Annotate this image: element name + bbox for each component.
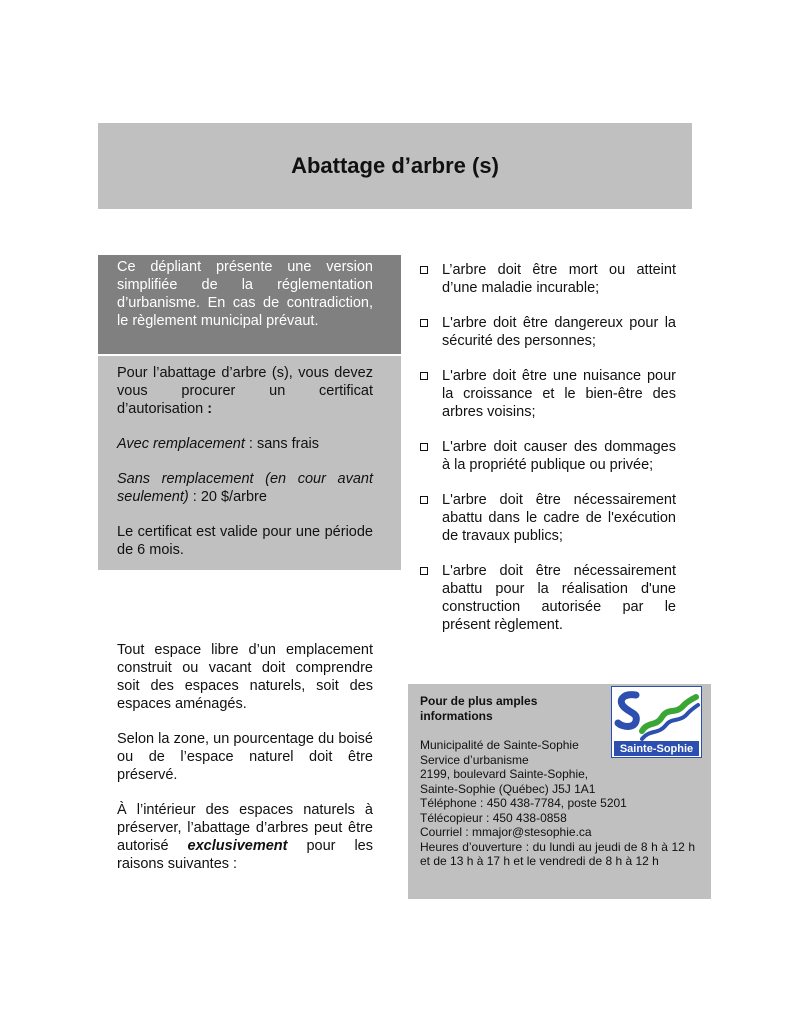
without-replacement: Sans remplacement (en cour avant seulement) : 20 $/arbre <box>117 471 373 505</box>
certificate-validity: Le certificat est valide pour une période de 6 mois. <box>117 524 373 558</box>
square-bullet-icon <box>420 266 428 274</box>
simplified-version-note: Ce dépliant présente une version simplifiée de la réglementation d’urbanisme. En cas de contradiction, le règlement municipal prévaut. <box>98 255 401 354</box>
contact-heading: Pour de plus amples informations <box>420 694 538 723</box>
contact-line: Municipalité de Sainte-Sophie <box>420 738 579 752</box>
paragraph-exclusive: À l’intérieur des espaces naturels à préserver, l’abattage d’arbres peut être autorisé exclusivement pour les raisons suivantes : <box>117 802 373 872</box>
contact-line: Heures d’ouverture : du lundi au jeudi de 8 h à 12 h et de 13 h à 17 h et le vendredi de 8 h à 12 h <box>420 839 695 868</box>
list-item: L'arbre doit causer des dommages à la propriété publique ou privée; <box>418 438 676 474</box>
square-bullet-icon <box>420 319 428 327</box>
square-bullet-icon <box>420 496 428 504</box>
logo-text: Sainte-Sophie <box>619 743 694 755</box>
paragraph-percentage: Selon la zone, un pourcentage du boisé ou de l’espace naturel doit être préservé. <box>117 731 373 783</box>
square-bullet-icon <box>420 443 428 451</box>
with-replacement: Avec remplacement : sans frais <box>117 436 320 452</box>
square-bullet-icon <box>420 567 428 575</box>
certificate-intro: Pour l’abattage d’arbre (s), vous devez vous procurer un certificat d’autorisation : <box>117 365 373 417</box>
list-item: L'arbre doit être nécessairement abattu dans le cadre de l'exécution de travaux publics; <box>418 491 676 545</box>
list-item: L'arbre doit être dangereux pour la sécurité des personnes; <box>418 314 676 350</box>
contact-line: Service d’urbanisme <box>420 752 529 767</box>
natural-spaces-text <box>117 641 373 890</box>
list-item: L'arbre doit être une nuisance pour la croissance et le bien-être des arbres voisins; <box>418 367 676 421</box>
title-bar <box>98 123 692 209</box>
list-item: L’arbre doit être mort ou atteint d’une maladie incurable; <box>418 261 676 297</box>
square-bullet-icon <box>420 372 428 380</box>
contact-line: 2199, boulevard Sainte-Sophie, <box>420 767 589 781</box>
contact-line: Télécopieur : 450 438-0858 <box>420 810 567 825</box>
conditions-list <box>418 261 676 651</box>
list-item: L'arbre doit être nécessairement abattu pour la réalisation d'une construction autorisée par le présent règlement. <box>418 562 676 634</box>
contact-line: Courriel : mmajor@stesophie.ca <box>420 825 592 839</box>
certificate-info-box <box>98 356 401 570</box>
contact-line: Téléphone : 450 438-7784, poste 5201 <box>420 796 627 810</box>
contact-line: Sainte-Sophie (Québec) J5J 1A1 <box>420 781 596 796</box>
paragraph-free-space: Tout espace libre d’un emplacement construit ou vacant doit comprendre soit des espaces naturels, soit des espaces aménagés. <box>117 642 373 712</box>
page-title: Abattage d’arbre (s) <box>291 153 499 178</box>
sainte-sophie-logo <box>611 686 702 758</box>
